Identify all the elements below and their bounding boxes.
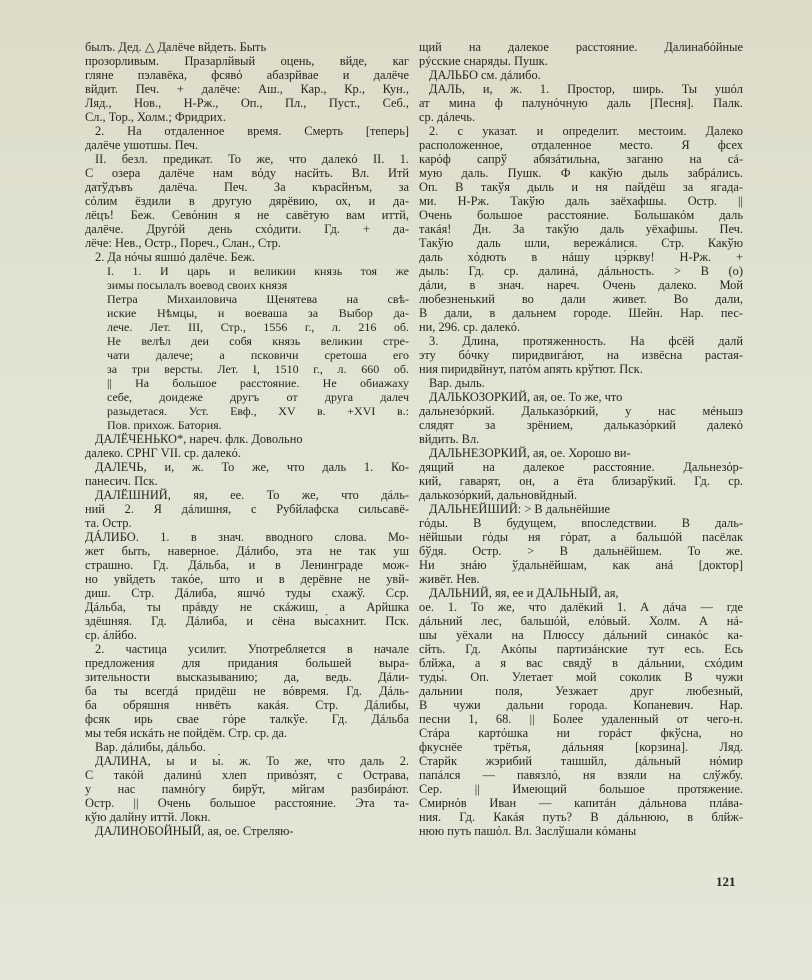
text-line: предложения для придания большей выра- <box>85 656 409 670</box>
text-line: нёйшыи гόды ня гόрат, а бальшόй пасёлак <box>419 530 743 544</box>
text-line: зимы посылалъ воевод своих князя <box>107 278 288 292</box>
text-line: далеко. СРНГ VII. ср. далекό. <box>85 446 241 460</box>
text-line: шы уёхали на Плюссу дáльний синакόс ка- <box>419 628 743 642</box>
text-line: вйдить. Вл. <box>419 432 480 446</box>
text-line: далёче. Другόй день схόдити. Гд. + да- <box>85 222 409 236</box>
text-line: зительности высказыванию; да, ведь. Дáли- <box>85 670 409 684</box>
text-line: былъ. Дед. △ Далёче вйдеть. Быть <box>85 40 267 54</box>
text-line: ДАЛИНОБОЙНЫЙ, ая, ое. Стреляю- <box>95 824 294 838</box>
text-line: но увйдеть такόе, што и в дерёвне не увй- <box>85 572 409 586</box>
text-line: ДАЛЬНЕЗОРКИЙ, ая, ое. Хорошо ви- <box>429 446 631 460</box>
text-line: С озера далёче нам вόду насйть. Вл. Итй <box>85 166 409 180</box>
text-line: за три версты. Лет. I, 1510 г., л. 660 об. <box>107 362 409 376</box>
text-line: Не велѣл деи собя князь великии стре- <box>107 334 409 348</box>
text-line: ое. 1. То же, что далёкий 1. А дáча — где <box>419 600 743 614</box>
text-line: лёче: Нев., Остр., Пореч., Слан., Стр. <box>85 236 281 250</box>
text-line: ния. Гд. Какáя путь? В дáльнюю, в блйж- <box>419 810 743 824</box>
text-line: бўдя. Остр. > В дальнёйшем. То же. <box>419 544 743 558</box>
text-line: Ляд., Нов., Н-Рж., Оп., Пл., Пуст., Себ., <box>85 96 409 110</box>
text-line: ния пиридвйнут, патόм апять крўтют. Пск. <box>419 362 643 376</box>
text-line: себе, доидеже другъ от друга далеч <box>107 390 409 404</box>
text-line: I. 1. И царь и великии князь тоя же <box>107 264 409 278</box>
text-line: туды́. Оп. Улетает мой соколик В чужи <box>419 670 743 684</box>
text-line: чати далече; а псковичи сретоша его <box>107 348 409 362</box>
text-line: ср. дáлечь. <box>419 110 476 124</box>
text-line: Очень большое расстояние. Большакόм даль <box>419 208 743 222</box>
text-line: дящий на далекое расстояние. Дальнезόр- <box>419 460 743 474</box>
text-line: дыль: Гд. ср. далинá, дáльность. > В (о) <box>419 264 743 278</box>
text-line: 2. с указат. и определит. местоим. Далеко <box>429 124 743 138</box>
text-line: 3. Длина, протяженность. На фсёй далй <box>429 334 743 348</box>
text-line: ДАЛЬНЕЙШИЙ: > В дальнёйшие <box>429 502 610 516</box>
text-line: щий на далекое расстояние. Далинабόйные <box>419 40 743 54</box>
text-line: Вар. дыль. <box>429 376 485 390</box>
text-line: кий, гаварят, он, а ёта близарўкий. Гд. ср. <box>419 474 743 488</box>
text-line: жет быть, наверное. Дáлибо, эта не так уш <box>85 544 409 558</box>
text-line: гόды. В будущем, впоследствии. В даль- <box>419 516 743 530</box>
text-line: вйдит. Печ. + далёче: Аш., Кар., Кр., Кун., <box>85 82 409 96</box>
text-line: Сл., Тор., Холм.; Фридрих. <box>85 110 226 124</box>
text-line: разыдетася. Уст. Евф., XV в. +XVI в.: <box>107 404 409 418</box>
text-line: блйжа, а я вас свядў в дáльнии, схόдим <box>419 656 743 670</box>
text-line: фкуснёе трётья, дáльняя [корзина]. Ляд. <box>419 740 743 754</box>
text-line: Стáра картόшка ни горáст фкўсна, но <box>419 726 743 740</box>
text-line: рýсские снаряды. Пушк. <box>419 54 548 68</box>
text-line: ни, 296. ср. далекό. <box>419 320 521 334</box>
text-line: ДАЛЬНИЙ, яя, ее и ДАЛЬНЫЙ, ая, <box>429 586 619 600</box>
text-line: диш. Стр. Дáлиба, яшчό туды́ схажў. Сср. <box>85 586 409 600</box>
text-line: ми. Н-Рж. Такўю даль заёхафшы. Остр. || <box>419 194 743 208</box>
text-line: сйть. Гд. Акόпы партизáнские тут есь. Есь <box>419 642 743 656</box>
text-line: иские Нѣмцы, и воеваша за Выбор да- <box>107 306 409 320</box>
text-line: далёче ушотшы. Печ. <box>85 138 199 152</box>
text-line: || На большое расстояние. Не обиажаху <box>107 376 409 390</box>
text-line: ДАЛИНА, ы и ы́. ж. То же, что даль 2. <box>95 754 409 768</box>
text-line: Оп. В такўя дыль и ня пайдёш за ягада- <box>419 180 743 194</box>
text-line: датўдъвъ далёча. Печ. За кърасйнъм, за <box>85 180 409 194</box>
text-line: эту бόчку пиридвигáют, на извёсна растая- <box>419 348 743 362</box>
text-line: та. Остр. <box>85 516 132 530</box>
text-line: гляне пэлавёка, фсявό абазрйвае и далёче <box>85 68 409 82</box>
text-line: такáя! Дн. За такўю даль уёхафшы. Печ. <box>419 222 743 236</box>
text-line: ДАЛЁШНИЙ, яя, ее. То же, что дáль- <box>95 488 409 502</box>
text-line: ДАЛЕЧЬ, и, ж. То же, что даль 1. Ко- <box>95 460 409 474</box>
text-line: карόф сапрў абязáтильна, заганю на сá- <box>419 152 743 166</box>
text-line: В чужи дальни города. Копаневич. Нар. <box>419 698 743 712</box>
text-line: ДАЛЬ, и, ж. 1. Простор, ширь. Ты ушόл <box>429 82 743 96</box>
text-line: ДАЛЬБО см. дáлибо. <box>429 68 541 82</box>
text-line: дáльний лес, бальшόй, елόвый. Холм. А нá- <box>419 614 743 628</box>
text-line: лёцъ! Беж. Севόнин я не савётую вам иттй, <box>85 208 409 222</box>
text-line: В дали, в дальнем городе. Шейн. Нар. пес- <box>419 306 743 320</box>
text-line: Старйк жэрибий ташшйл, дáльный нόмир <box>419 754 743 768</box>
text-line: дальнезόркий. Дальказόркий, у нас мéньшэ <box>419 404 743 418</box>
text-line: Такўю даль шли, вережáлися. Стр. Какўю <box>419 236 743 250</box>
text-line: 2. частица усилит. Употребляется в начале <box>95 642 409 656</box>
text-line: расположенное, отдаленное место. Я фсех <box>419 138 743 152</box>
text-line: мы тебя искáть не пойдём. Стр. ср. да. <box>85 726 288 740</box>
text-line: Сер. || Имеющий большое протяжение. <box>419 782 743 796</box>
text-line: Смирнόв Иван — капитáн дáльнова плáва- <box>419 796 743 810</box>
text-line: слядят за зрёнием, дальказόркий далекό <box>419 418 743 432</box>
text-line: мую даль. Пушк. Ф какўю дыль забрáлись. <box>419 166 743 180</box>
text-line: Дáльба, ты прáвду не скáжиш, а Арйшка <box>85 600 409 614</box>
text-line: дальнии поля, Уезжает друг любезный, <box>419 684 743 698</box>
text-line: здёшняя. Гд. Дáлиба, и сёна вы́сахнит. Пск. <box>85 614 409 628</box>
text-line: панесич. Пск. <box>85 474 158 488</box>
text-line: ба обряшня ннвёть какáя. Стр. Дáлибы, <box>85 698 409 712</box>
text-line: сόлим ёздили в другую дярёвию, ох, и да- <box>85 194 409 208</box>
text-line: ба ты всегдá придёш не вόвремя. Гд. Дáль- <box>85 684 409 698</box>
text-line: Остр. || Очень большое расстояние. Эта та- <box>85 796 409 810</box>
dictionary-column-left <box>85 40 409 838</box>
text-line: ат мина ф палунόчную даль [Песня]. Палк. <box>419 96 743 110</box>
text-line: ДАЛЁЧЕНЬКО*, нареч. флк. Довольно <box>95 432 303 446</box>
text-line: прозорливым. Празарлйвый оцень, вйде, каг <box>85 54 409 68</box>
text-line: дáли, в знач. нареч. Очень далеко. Мой <box>419 278 743 292</box>
text-line: далькозόркий, дальновйдный. <box>419 488 578 502</box>
text-line: Пов. прихож. Батория. <box>107 418 222 432</box>
text-line: ср. áлйбо. <box>85 628 137 642</box>
text-line: 2. Да нόчы яшшό далёче. Беж. <box>95 250 255 264</box>
text-line: даль хόдють в нáшу цэ́ркву! Н-Рж. + <box>419 250 743 264</box>
text-line: кўю далйну иттй. Локн. <box>85 810 211 824</box>
page-number: 121 <box>716 874 736 889</box>
text-line: ний 2. Я дáлишня, с Рубйлафска сильсавё- <box>85 502 409 516</box>
text-line: С такόй далинú хлеп привόзят, с Острава, <box>85 768 409 782</box>
text-line: папáлся — павязлό, ня взяли на слўжбу. <box>419 768 743 782</box>
text-line: у нас памнόгу бирўт, мйгам разбирáют. <box>85 782 409 796</box>
dictionary-column-right <box>419 40 743 838</box>
text-line: Вар. дáлибы, дáльбо. <box>95 740 206 754</box>
text-line: лече. Лет. III, Стр., 1556 г., л. 216 об. <box>107 320 409 334</box>
text-line: любезненький во дали живет. Во дали, <box>419 292 743 306</box>
text-line: ДÁЛИБО. 1. в знач. вводного слова. Мо- <box>85 530 409 544</box>
text-line: нюю путь пашόл. Вл. Заслўшали кόманы <box>419 824 637 838</box>
text-line: песни 1, 68. || Более удаленный от чего-н. <box>419 712 743 726</box>
text-line: II. безл. предикат. То же, что далекό II. 1. <box>95 152 409 166</box>
text-line: Ни знáю ўдальнёйшам, как анá [доктор] <box>419 558 743 572</box>
text-line: ДАЛЬКОЗОРКИЙ, ая, ое. То же, что <box>429 390 623 404</box>
text-line: Петра Михаиловича Щенятева на свѣ- <box>107 292 409 306</box>
text-line: живёт. Нев. <box>419 572 480 586</box>
text-line: 2. На отдаленное время. Смерть [теперь] <box>95 124 409 138</box>
text-line: страшно. Гд. Дáльба, и в Ленинграде мож- <box>85 558 409 572</box>
text-line: фсяк ирь свае гόре талкўе. Гд. Дáльба <box>85 712 409 726</box>
